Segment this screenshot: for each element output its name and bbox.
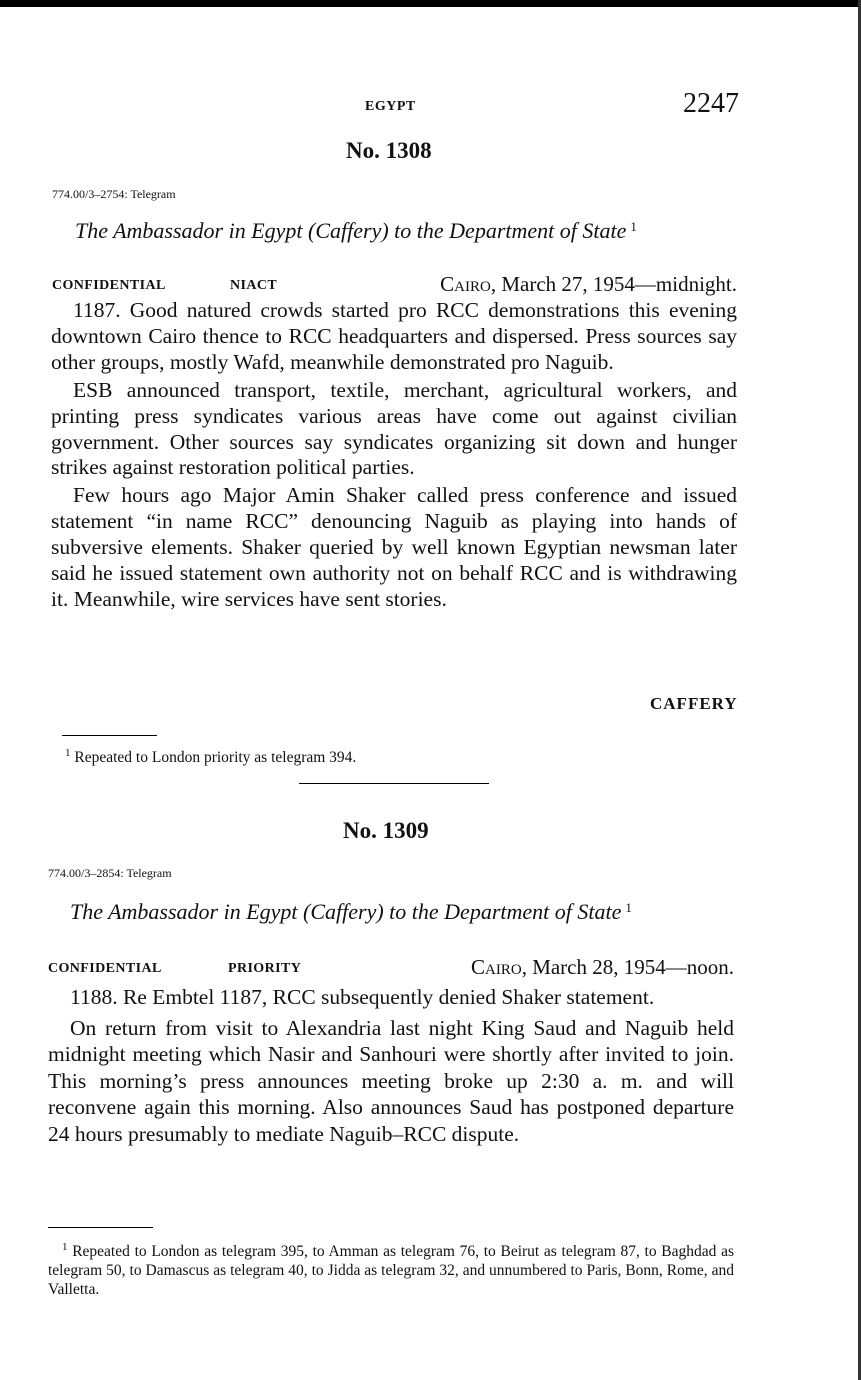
title-text: The Ambassador in Egypt (Caffery) to the Department of State (70, 899, 622, 924)
signature-1308: CAFFERY (650, 694, 738, 713)
dateline (440, 272, 737, 297)
handling-label: NIACT (230, 278, 278, 293)
place-name: Cairo, (471, 955, 527, 979)
dateline (471, 955, 734, 980)
telegram-header-1308 (52, 272, 737, 298)
footnote-text: Repeated to London priority as telegram 394. (74, 749, 357, 767)
footnote-1308 (65, 744, 737, 767)
place-name: Cairo, (440, 272, 497, 296)
footnote-rule (62, 735, 157, 736)
title-text: The Ambassador in Egypt (Caffery) to the Department of State (75, 218, 627, 243)
footnote-1309 (48, 1238, 734, 1299)
classification-label: CONFIDENTIAL (52, 278, 166, 293)
document-number-1309: No. 1309 (343, 818, 429, 843)
document-title-1308 (75, 218, 637, 244)
page-number: 2247 (683, 88, 739, 119)
paragraph: Few hours ago Major Amin Shaker called press conference and issued statement “in name RCC” denouncing Naguib as playing into hands of subversive elements. Shaker queried by well known Egyptian newsman later said he issued statement own authority not on behalf RCC and is withdrawing it. Meanwhile, wire services have sent stories. (51, 483, 737, 611)
running-head: EGYPT (365, 99, 416, 114)
document-separator (299, 783, 489, 784)
file-reference-1308: 774.00/3–2754: Telegram (52, 187, 176, 201)
telegram-header-1309 (48, 955, 734, 981)
file-reference-1309: 774.00/3–2854: Telegram (48, 866, 172, 880)
message-body-1309 (48, 984, 734, 1147)
document-number-1308: No. 1308 (346, 138, 432, 163)
paragraph: 1188. Re Embtel 1187, RCC subsequently denied Shaker statement. (70, 985, 655, 1009)
paragraph: 1187. Good natured crowds started pro RCC demonstrations this evening downtown Cairo thence to RCC headquarters and dispersed. Press sources say other groups, mostly Wafd, meanwhile demonstrated pro Naguib. (51, 298, 737, 374)
document-title-1309 (70, 899, 632, 925)
paragraph: ESB announced transport, textile, merchant, agricultural workers, and printing press syndicates various areas have come out against civilian government. Other sources say syndicates organizing sit down and hunger strikes against restoration political parties. (51, 377, 737, 480)
date-text: March 28, 1954—noon. (532, 955, 734, 979)
footnote-rule (48, 1227, 153, 1228)
paragraph: On return from visit to Alexandria last night King Saud and Naguib held midnight meeting which Nasir and Sanhouri were shortly after invited to join. This morning’s press announces meeting broke up 2:30 a. m. and will reconvene again this morning. Also announces Saud has postponed departure 24 hours presumably to mediate Naguib–RCC dispute. (48, 1015, 734, 1146)
page-top-border (0, 0, 861, 7)
classification-label: CONFIDENTIAL (48, 961, 162, 976)
footnote-text: Repeated to London as telegram 395, to Amman as telegram 76, to Beirut as telegram 87, to Baghdad as telegram 50, to Damascus as telegram 40, to Jidda as telegram 32, and unnumbered to Paris, Bonn, Rome, and Valletta. (48, 1243, 734, 1299)
footnote-number: 1 (62, 1241, 68, 1253)
footnote-marker: 1 (630, 219, 637, 234)
message-body-1308 (51, 298, 737, 613)
handling-label: PRIORITY (228, 961, 302, 976)
date-text: March 27, 1954—midnight. (501, 272, 737, 296)
footnote-number: 1 (65, 747, 71, 759)
footnote-marker: 1 (625, 900, 632, 915)
